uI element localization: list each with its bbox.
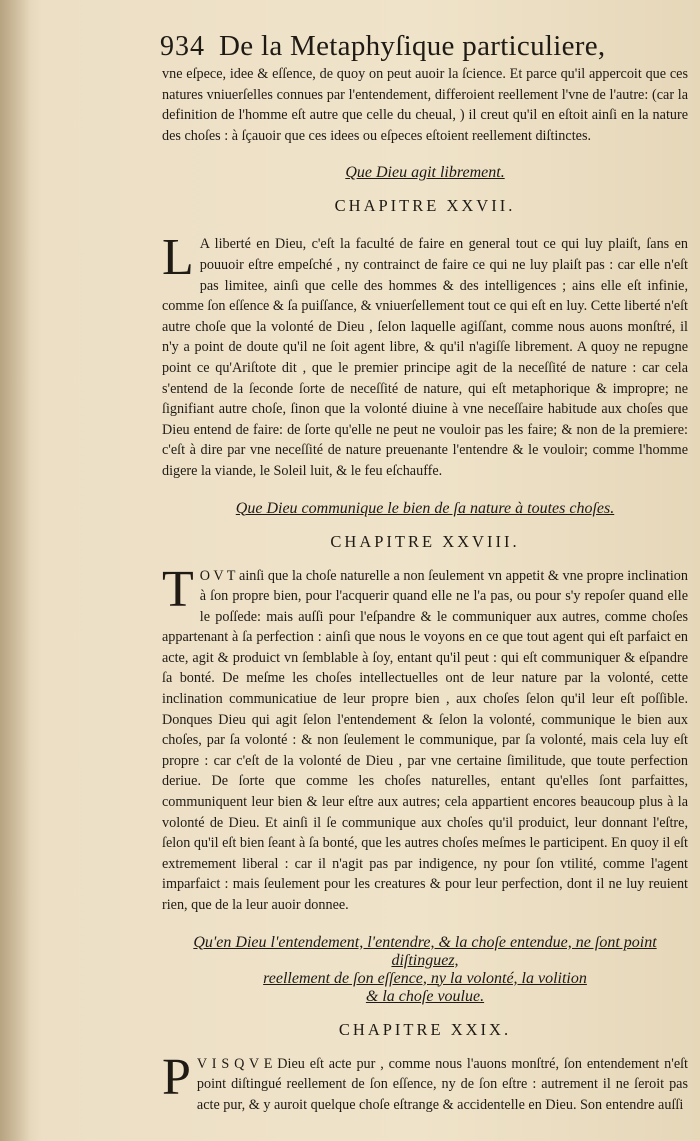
intro-paragraph: vne eſpece, idee & eſſence, de quoy on peut auoir la ſcience. Et parce qu'il appercoit que ces natures vniuerſelles connues par l'entendement, differoient reellement l'vne de l'autre: (car la definition de l'homme eſt autre que celle du cheual, ) il creut qu'il en eſtoit ainſi en la nature des choſes : à ſçauoir que ces idees ou eſpeces eſtoient reellement diſtinctes. [162, 66, 688, 144]
section-subtitle-29-line-2: reellement de ſon eſſence, ny la volonté, la volition [263, 969, 587, 987]
chapter-heading-29: CHAPITRE XXIX. [338, 1019, 512, 1039]
dropcap-28: T [162, 560, 194, 618]
chapter-heading-28: CHAPITRE XXVIII. [330, 531, 520, 551]
page-number: 934 [160, 31, 205, 62]
chapter-27-text: L A liberté en Dieu, c'eſt la faculté de faire en general tout ce qui luy plaiſt, ſans en pouuoir eſtre empeſché , ny contrainct de faire ce qui ne luy plaiſt pas : car elle n'eſt pas limitee, ainſi que celle des hommes & des intelligences ; ains elle eſt infinie, comme ſon eſſence & ſa puiſſance, & vniuerſellement tout ce qui eſt en luy. Cette liberté n'eſt autre choſe que la volonté de Dieu , ſelon laquelle agiſſant, comme nous auons monſtré, il n'y a point de doute qu'il ne ſoit agent libre, & qu'il n'agiſſe librement. A quoy ne repugne point ce qu'Ariſtote dit , que le premier principe agit de la neceſſité de nature : car cela s'entend de la ſeconde ſorte de neceſſité de nature, qui eſt metaphorique & impropre; ne ſignifiant autre choſe, ſinon que la volonté diuine à vne neceſſaire habitude aux choſes que Dieu entend de faire: de ſorte qu'elle ne peut ne vouloir pas les faire; & non de la premiere: c'eſt à dire par vne neceſſité de nature preuenante l'entendre & le vouloir; comme l'homme digere la viande, le Soleil luit, & le feu eſchauffe. [162, 229, 688, 479]
dropcap-29: P [162, 1048, 191, 1106]
chapter-29-text: P V I S Q V E Dieu eſt acte pur , comme nous l'auons monſtré, ſon entendement n'eſt point diſtingué reellement de ſon eſſence, ny de ſon eſtre : autrement il ne ſeroit pas acte pur, & y auroit quelque choſe eſtrange & accidentelle en Dieu. Son entendre auſſi [162, 1048, 688, 1113]
section-subtitle-29-line-3: & la choſe voulue. [365, 987, 485, 1005]
section-subtitle-28: Que Dieu communique le bien de ſa nature à toutes choſes. [235, 499, 615, 517]
lead-word-28: O V T [199, 567, 236, 584]
binding-shadow [0, 0, 30, 1141]
chapter-28-text: T O V T ainſi que la choſe naturelle a non ſeulement vn appetit & vne propre inclination à ſon propre bien, pour l'acquerir quand elle ne l'a pas, ou pour s'y repoſer quand elle le poſſede: mais auſſi pour l'eſpandre & le communiquer aux autres, comme choſes appartenant à ſa perfection : ainſi que nous le voyons en ce que tout agent qui eſt parfaict en acte, agit & produict vn ſemblable à ſoy, entant qu'il peut : qui eſt communiquer & eſpandre ſa bonté. De meſme les choſes intellectuelles ont de leur nature par la volonté, cette inclination communicatiue de leur propre bien , aux choſes ſelon qu'il leur eſt poſſible. Donques Dieu qui agit ſelon l'entendement & ſelon la volonté, communique le bien aux choſes, par ſa volonté : & non ſeulement le communique, par ſa volonté, mais cela luy eſt propre : car c'eſt de la volonté de Dieu , par vne certaine ſimilitude, que toute perfection deriue. De ſorte que comme les choſes naturelles, entant qu'elles ſont parfaittes, communiquent leur bien & leur eſtre aux autres; cela appartient encores beaucoup plus à la volonté de Dieu. Et ainſi il ſe communique aux choſes qu'il produict, leur donnant l'eſtre, ſelon qu'il eſt bien ſeant à ſa bonté, que les autres choſes meſmes le participent. En quoy il eſt extremement liberal : car il n'agit pas par indigence, ny pour ſon vtilité, comme l'agent imparfaict : mais ſeulement pour les creatures & pour leur perfection, dont il ne luy reuient rien, que de la leur auoir donnee. [162, 560, 688, 913]
lead-word-27: A [199, 236, 210, 253]
chapter-heading-27: CHAPITRE XXVII. [334, 196, 516, 216]
dropcap-27: L [162, 229, 194, 287]
section-subtitle-29-line-1: Qu'en Dieu l'entendement, l'entendre, & la choſe entendue, ne ſont point diſtinguez, [193, 933, 657, 969]
page-content [162, 64, 688, 1115]
running-title: De la Metaphyſique particuliere, [219, 30, 606, 62]
section-subtitle-27: Que Dieu agit librement. [345, 164, 505, 182]
lead-word-29: V I S Q V E [196, 1055, 273, 1072]
